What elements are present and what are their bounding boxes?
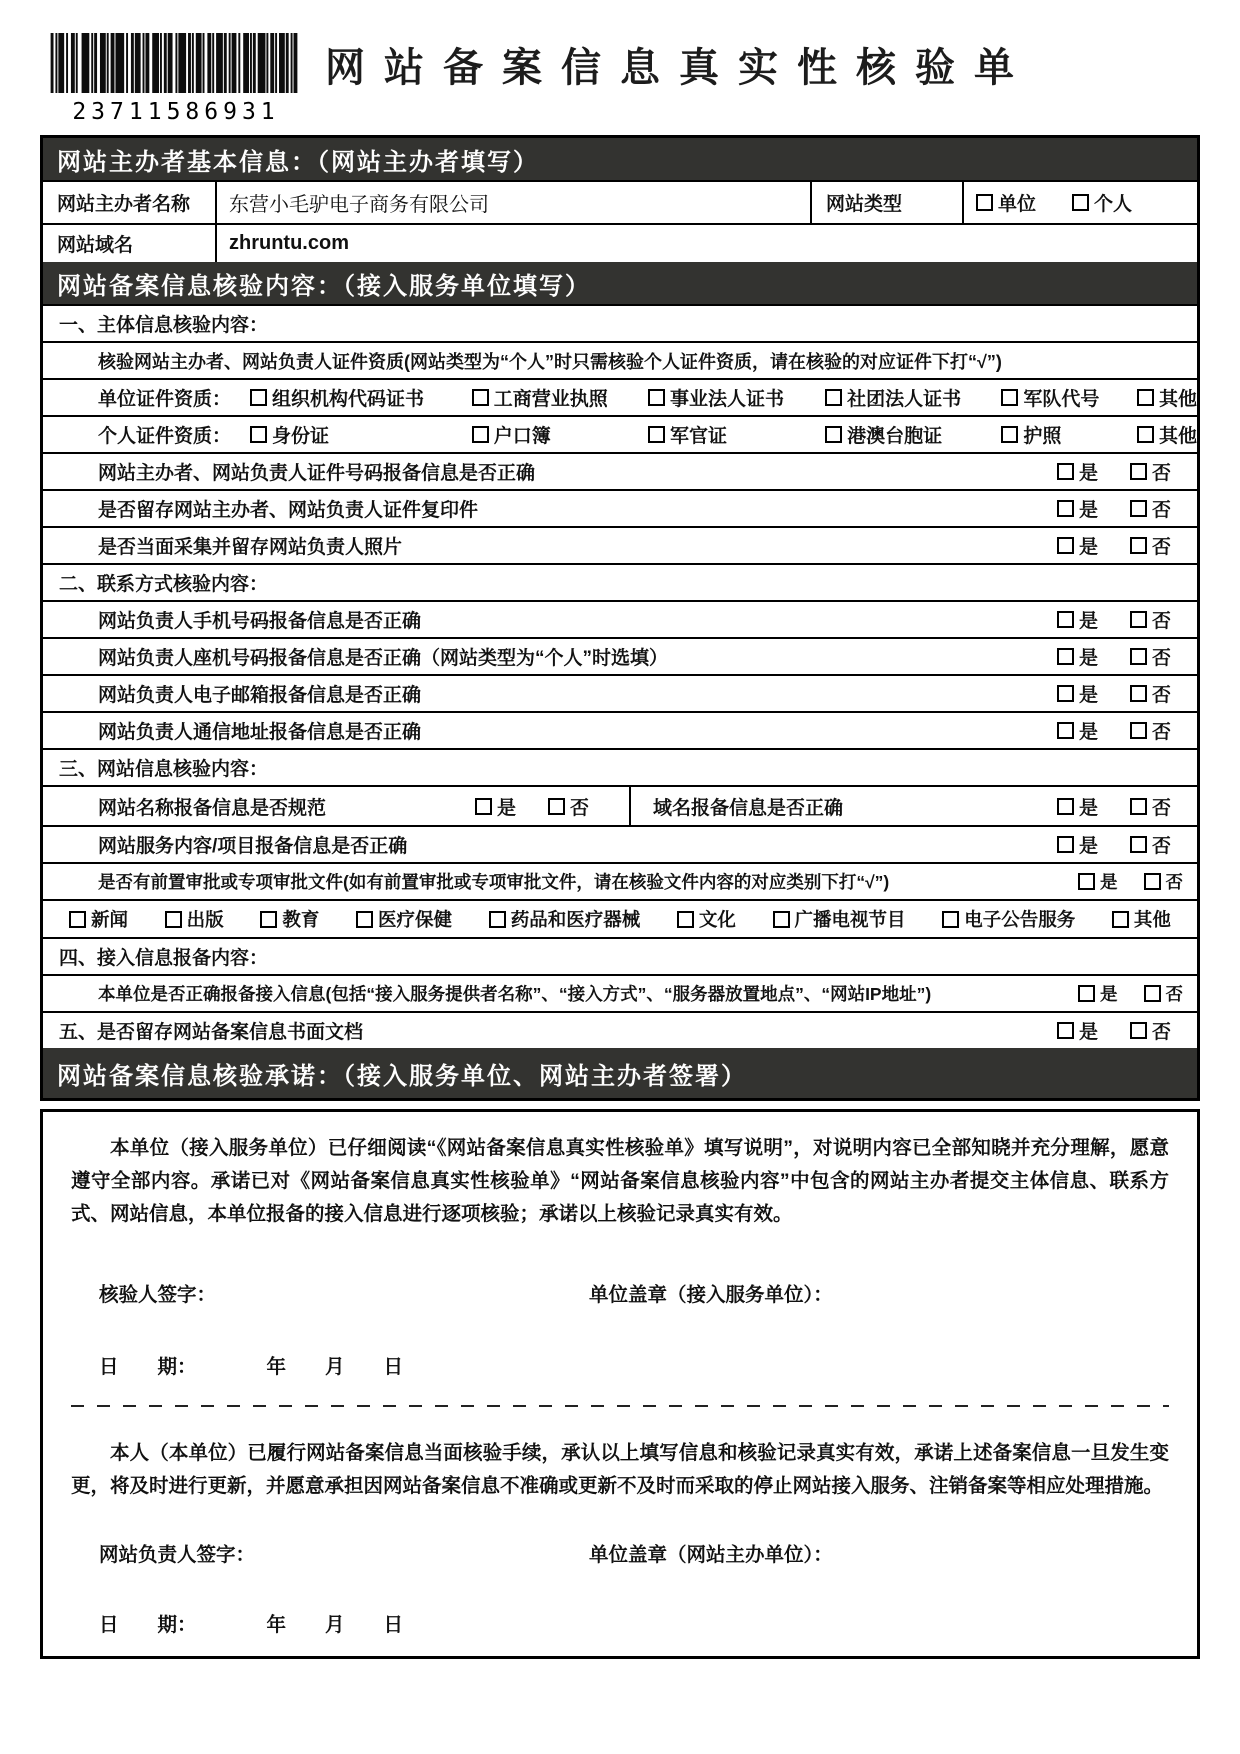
yes-no-group	[1057, 831, 1197, 858]
personal-cert-label: 个人证件资质：	[98, 426, 232, 447]
approval-option-label-4: 医疗保健	[378, 909, 453, 930]
no-label: 否	[1151, 611, 1171, 632]
unit-cert-option	[825, 384, 1001, 411]
no-option	[1130, 831, 1171, 858]
personal-cert-option	[472, 421, 648, 448]
yes-no-group	[475, 793, 629, 820]
no-label: 否	[1151, 685, 1171, 706]
yes-option	[1057, 831, 1098, 858]
question-text: 域名报备信息是否正确	[653, 797, 844, 819]
yes-label: 是	[1078, 685, 1098, 706]
approval-option	[942, 906, 1075, 932]
approval-option	[489, 906, 641, 932]
personal-cert-option-label-1: 身份证	[272, 426, 330, 447]
verifier-signature-label: 核验人签字：	[99, 1284, 217, 1306]
no-label: 否	[1151, 648, 1171, 669]
section-basic-header	[43, 138, 1197, 180]
row-sitename-domaininfo	[43, 785, 1197, 825]
no-checkbox-icon[interactable]	[1130, 836, 1147, 853]
yes-label: 是	[1078, 611, 1098, 632]
no-checkbox-icon[interactable]	[1130, 685, 1147, 702]
question-text: 本单位是否正确报备接入信息(包括“接入服务提供者名称”、“接入方式”、“服务器放置地点”、“网站IP地址”)	[98, 984, 932, 1004]
yes-no-group	[1057, 1017, 1197, 1044]
yes-option	[1057, 717, 1098, 744]
yes-label: 是	[1100, 984, 1118, 1004]
unit-cert-option	[1137, 384, 1197, 411]
unit-cert-option	[1001, 384, 1137, 411]
approval-option-label-3: 教育	[282, 909, 320, 930]
approval-option	[260, 906, 319, 932]
date-label: 日 期：	[99, 1356, 197, 1378]
unit-cert-option	[472, 384, 648, 411]
approval-option	[165, 906, 224, 932]
row-cert-number	[43, 452, 1197, 489]
approval-option-label-6: 文化	[698, 909, 736, 930]
no-option	[1130, 717, 1171, 744]
no-label: 否	[569, 797, 589, 819]
no-checkbox-icon[interactable]	[1130, 648, 1147, 665]
yes-checkbox-icon[interactable]	[1057, 463, 1074, 480]
unit-cert-option-label-1: 组织机构代码证书	[272, 389, 425, 410]
yes-label: 是	[1078, 537, 1098, 558]
personal-cert-option-label-2: 户口簿	[493, 426, 551, 447]
commitment-paragraph-2: 本人（本单位）已履行网站备案信息当面核验手续，承认以上填写信息和核验记录真实有效，承诺上述备案信息一旦发生变更，将及时进行更新，并愿意承担因网站备案信息不准确或更新不及时而采取的停止网站接入服务、注销备案等相应处理措施。	[71, 1442, 1169, 1497]
question-text: 网站负责人座机号码报备信息是否正确（网站类型为“个人”时选填）	[98, 648, 669, 669]
date-row-2	[71, 1609, 1169, 1637]
no-label: 否	[1165, 984, 1183, 1004]
barcode-number: 23711586931	[72, 99, 280, 125]
yes-checkbox-icon[interactable]	[1057, 722, 1074, 739]
no-option	[1130, 458, 1171, 485]
site-type-label: 网站类型	[810, 182, 962, 223]
yes-no-group	[1057, 606, 1197, 633]
unit-checkbox-icon[interactable]	[976, 194, 993, 211]
approval-checkbox-icon-6[interactable]	[677, 911, 694, 928]
no-label: 否	[1151, 500, 1171, 521]
unit-cert-label: 单位证件资质：	[98, 389, 232, 410]
yes-label: 是	[1078, 463, 1098, 484]
no-option	[1144, 869, 1184, 894]
row-photo	[43, 526, 1197, 563]
unit-cert-option-label-5: 军队代号	[1023, 389, 1100, 410]
unit-cert-option	[250, 384, 472, 411]
no-label: 否	[1151, 836, 1171, 857]
yes-option	[1057, 532, 1098, 559]
no-checkbox-icon[interactable]	[1130, 1022, 1147, 1039]
row-service	[43, 825, 1197, 862]
section-verify-header	[43, 262, 1197, 304]
unit-label: 单位	[998, 194, 1037, 215]
personal-label: 个人	[1094, 194, 1133, 215]
yes-checkbox-icon[interactable]	[1057, 537, 1074, 554]
personal-cert-checkbox-icon-2[interactable]	[472, 426, 489, 443]
sign-row-2	[71, 1539, 1169, 1567]
row-site-domain	[43, 223, 1197, 262]
row-unit-cert	[43, 378, 1197, 415]
personal-cert-option	[250, 421, 472, 448]
row-approval	[43, 862, 1197, 899]
yes-checkbox-icon[interactable]	[1078, 873, 1095, 890]
approval-option	[1112, 906, 1171, 932]
dashed-divider	[71, 1405, 1169, 1407]
unit-cert-checkbox-icon-4[interactable]	[825, 389, 842, 406]
section-commit-header	[43, 1048, 1197, 1098]
unit-cert-checkbox-icon-6[interactable]	[1137, 389, 1154, 406]
section1-title-row	[43, 304, 1197, 341]
organizer-name-label: 网站主办者名称	[57, 194, 191, 215]
no-label: 否	[1151, 537, 1171, 558]
yes-label: 是	[1078, 500, 1098, 521]
no-checkbox-icon[interactable]	[1130, 798, 1147, 815]
personal-cert-option-label-5: 护照	[1023, 426, 1062, 447]
yes-option	[1057, 495, 1098, 522]
approval-option-label-2: 出版	[186, 909, 224, 930]
date-ymd: 年 月 日	[266, 1614, 404, 1636]
personal-cert-checkbox-icon-4[interactable]	[825, 426, 842, 443]
personal-cert-checkbox-icon-5[interactable]	[1001, 426, 1018, 443]
section1-note-row	[43, 341, 1197, 378]
yes-checkbox-icon[interactable]	[1057, 798, 1074, 815]
domaininfo-cell	[629, 787, 1197, 825]
site-type-option-unit	[976, 189, 1036, 216]
site-domain-value-cell	[215, 225, 1197, 262]
yes-checkbox-icon[interactable]	[475, 798, 492, 815]
row-email	[43, 674, 1197, 711]
personal-cert-option-label-3: 军官证	[669, 426, 727, 447]
question-text: 网站服务内容/项目报备信息是否正确	[98, 836, 408, 857]
yes-checkbox-icon[interactable]	[1057, 648, 1074, 665]
unit-cert-option-label-4: 社团法人证书	[847, 389, 962, 410]
no-option	[1130, 495, 1171, 522]
site-manager-signature-label: 网站负责人签字：	[99, 1544, 256, 1566]
access-unit-seal-label: 单位盖章（接入服务单位）：	[589, 1284, 833, 1306]
no-checkbox-icon[interactable]	[1130, 537, 1147, 554]
unit-cert-checkbox-icon-3[interactable]	[648, 389, 665, 406]
yes-option	[475, 793, 516, 820]
site-type-options	[962, 182, 1197, 223]
no-option	[1130, 532, 1171, 559]
yes-option	[1057, 458, 1098, 485]
row-landline	[43, 637, 1197, 674]
no-checkbox-icon[interactable]	[1130, 500, 1147, 517]
approval-option-label-1: 新闻	[91, 909, 129, 930]
question-text: 是否当面采集并留存网站负责人照片	[98, 537, 403, 558]
personal-cert-option	[1001, 421, 1137, 448]
commitment-box	[40, 1109, 1200, 1659]
section2-title: 二、联系方式核验内容：	[59, 574, 269, 595]
yes-no-group	[1057, 793, 1197, 820]
no-option	[1130, 680, 1171, 707]
no-option	[1144, 981, 1184, 1006]
site-domain-label: 网站域名	[57, 235, 134, 256]
row-access-info	[43, 974, 1197, 1011]
approval-checkbox-icon-3[interactable]	[260, 911, 277, 928]
section3-title: 三、网站信息核验内容：	[59, 759, 269, 780]
section-commit-header-label: 网站备案信息核验承诺：（接入服务单位、网站主办者签署）	[57, 1062, 747, 1090]
no-label: 否	[1151, 1022, 1171, 1043]
form-header	[0, 0, 1240, 125]
section2-title-row	[43, 563, 1197, 600]
approval-option	[677, 906, 736, 932]
personal-cert-checkbox-icon-3[interactable]	[648, 426, 665, 443]
yes-no-group	[1057, 458, 1197, 485]
approval-option-label-9: 其他	[1133, 909, 1171, 930]
yes-option	[1078, 869, 1118, 894]
personal-cert-option	[825, 421, 1001, 448]
yes-checkbox-icon[interactable]	[1057, 685, 1074, 702]
yes-label: 是	[1078, 1022, 1098, 1043]
section4-title-row	[43, 937, 1197, 974]
date-ymd: 年 月 日	[266, 1356, 404, 1378]
personal-cert-option-label-6: 其他	[1158, 426, 1197, 447]
no-option	[1130, 606, 1171, 633]
approval-checkbox-icon-5[interactable]	[489, 911, 506, 928]
approval-option-label-8: 电子公告服务	[964, 909, 1076, 930]
approval-checkbox-icon-7[interactable]	[773, 911, 790, 928]
yes-no-group	[1057, 495, 1197, 522]
personal-cert-option	[1137, 421, 1197, 448]
no-checkbox-icon[interactable]	[1144, 985, 1161, 1002]
yes-no-group	[1057, 643, 1197, 670]
no-label: 否	[1165, 872, 1183, 892]
row-address	[43, 711, 1197, 748]
no-checkbox-icon[interactable]	[548, 798, 565, 815]
row-cert-copy	[43, 489, 1197, 526]
sign-row-1	[71, 1279, 1169, 1307]
section-basic-header-label: 网站主办者基本信息：（网站主办者填写）	[57, 148, 539, 176]
unit-cert-option	[648, 384, 825, 411]
approval-option-label-7: 广播电视节目	[794, 909, 906, 930]
yes-checkbox-icon[interactable]	[1057, 1022, 1074, 1039]
commitment-paragraph-1: 本单位（接入服务单位）已仔细阅读“《网站备案信息真实性核验单》填写说明”，对说明内容已全部知晓并充分理解，愿意遵守全部内容。承诺已对《网站备案信息真实性核验单》“网站备案信息核验内容”中包含的网站主办者提交主体信息、联系方式、网站信息，本单位报备的接入信息进行逐项核验；承诺以上核验记录真实有效。	[71, 1137, 1169, 1225]
yes-label: 是	[496, 797, 516, 819]
no-option	[548, 793, 589, 820]
site-type-option-personal	[1072, 189, 1132, 216]
question-text: 网站负责人电子邮箱报备信息是否正确	[98, 685, 422, 706]
no-label: 否	[1151, 463, 1171, 484]
site-domain-value: zhruntu.com	[229, 232, 349, 254]
unit-cert-option-label-6: 其他	[1158, 389, 1197, 410]
no-label: 否	[1151, 797, 1171, 819]
row-approval-categories	[43, 899, 1197, 937]
approval-checkbox-icon-2[interactable]	[165, 911, 182, 928]
date-row-1	[71, 1351, 1169, 1379]
yes-option	[1057, 1017, 1098, 1044]
yes-checkbox-icon[interactable]	[1057, 500, 1074, 517]
yes-no-group	[1078, 869, 1197, 894]
organizer-name-value: 东营小毛驴电子商务有限公司	[229, 194, 489, 216]
personal-cert-option-label-4: 港澳台胞证	[847, 426, 943, 447]
approval-checkbox-icon-8[interactable]	[942, 911, 959, 928]
personal-cert-option	[648, 421, 825, 448]
date-label: 日 期：	[99, 1614, 197, 1636]
barcode	[45, 33, 307, 125]
yes-label: 是	[1078, 722, 1098, 743]
yes-option	[1057, 643, 1098, 670]
question-text: 网站负责人手机号码报备信息是否正确	[98, 611, 422, 632]
organizer-name-value-cell	[215, 182, 810, 223]
no-checkbox-icon[interactable]	[1130, 722, 1147, 739]
yes-label: 是	[1078, 797, 1098, 819]
yes-checkbox-icon[interactable]	[1057, 611, 1074, 628]
personal-checkbox-icon[interactable]	[1072, 194, 1089, 211]
question-text: 网站主办者、网站负责人证件号码报备信息是否正确	[98, 463, 536, 484]
no-option	[1130, 793, 1171, 820]
no-checkbox-icon[interactable]	[1130, 463, 1147, 480]
barcode-image	[45, 33, 303, 93]
row-mobile	[43, 600, 1197, 637]
no-checkbox-icon[interactable]	[1130, 611, 1147, 628]
unit-cert-checkbox-icon-5[interactable]	[1001, 389, 1018, 406]
approval-option-label-5: 药品和医疗器械	[510, 909, 641, 930]
yes-no-group	[1057, 717, 1197, 744]
yes-option	[1057, 606, 1098, 633]
row-personal-cert	[43, 415, 1197, 452]
yes-checkbox-icon[interactable]	[1057, 836, 1074, 853]
approval-option	[356, 906, 452, 932]
section1-note: 核验网站主办者、网站负责人证件资质(网站类型为“个人”时只需核验个人证件资质，请在核验的对应证件下打“√”)	[98, 351, 1002, 372]
no-checkbox-icon[interactable]	[1144, 873, 1161, 890]
yes-no-group	[1057, 680, 1197, 707]
approval-checkbox-icon-9[interactable]	[1112, 911, 1129, 928]
section-verify-header-label: 网站备案信息核验内容：（接入服务单位填写）	[57, 272, 591, 300]
yes-option	[1057, 793, 1098, 820]
approval-checkbox-icon-1[interactable]	[69, 911, 86, 928]
personal-cert-checkbox-icon-6[interactable]	[1137, 426, 1154, 443]
no-option	[1130, 643, 1171, 670]
question-text: 是否有前置审批或专项审批文件(如有前置审批或专项审批文件，请在核验文件内容的对应类别下打“√”)	[98, 872, 890, 892]
row-section5	[43, 1011, 1197, 1048]
row-organizer-name	[43, 180, 1197, 223]
yes-checkbox-icon[interactable]	[1078, 985, 1095, 1002]
yes-label: 是	[1100, 872, 1118, 892]
yes-no-group	[1057, 532, 1197, 559]
unit-cert-option-label-2: 工商营业执照	[493, 389, 608, 410]
unit-cert-checkbox-icon-1[interactable]	[250, 389, 267, 406]
question-text: 网站名称报备信息是否规范	[98, 797, 327, 819]
question-text: 网站负责人通信地址报备信息是否正确	[98, 722, 422, 743]
no-option	[1130, 1017, 1171, 1044]
approval-option	[69, 906, 128, 932]
sitename-cell	[43, 787, 629, 825]
section5-title: 五、是否留存网站备案信息书面文档	[59, 1022, 364, 1043]
section1-title: 一、主体信息核验内容：	[59, 315, 269, 336]
section3-title-row	[43, 748, 1197, 785]
section4-title: 四、接入信息报备内容：	[59, 948, 269, 969]
no-label: 否	[1151, 722, 1171, 743]
yes-option	[1057, 680, 1098, 707]
organizer-unit-seal-label: 单位盖章（网站主办单位）：	[589, 1544, 833, 1566]
yes-option	[1078, 981, 1118, 1006]
question-text: 是否留存网站主办者、网站负责人证件复印件	[98, 500, 479, 521]
yes-label: 是	[1078, 648, 1098, 669]
approval-checkbox-icon-4[interactable]	[356, 911, 373, 928]
form-title: 网站备案信息真实性核验单	[325, 46, 1033, 90]
personal-cert-checkbox-icon-1[interactable]	[250, 426, 267, 443]
unit-cert-option-label-3: 事业法人证书	[669, 389, 784, 410]
yes-label: 是	[1078, 836, 1098, 857]
yes-no-group	[1078, 981, 1197, 1006]
unit-cert-checkbox-icon-2[interactable]	[472, 389, 489, 406]
approval-option	[773, 906, 906, 932]
form-table	[40, 135, 1200, 1101]
